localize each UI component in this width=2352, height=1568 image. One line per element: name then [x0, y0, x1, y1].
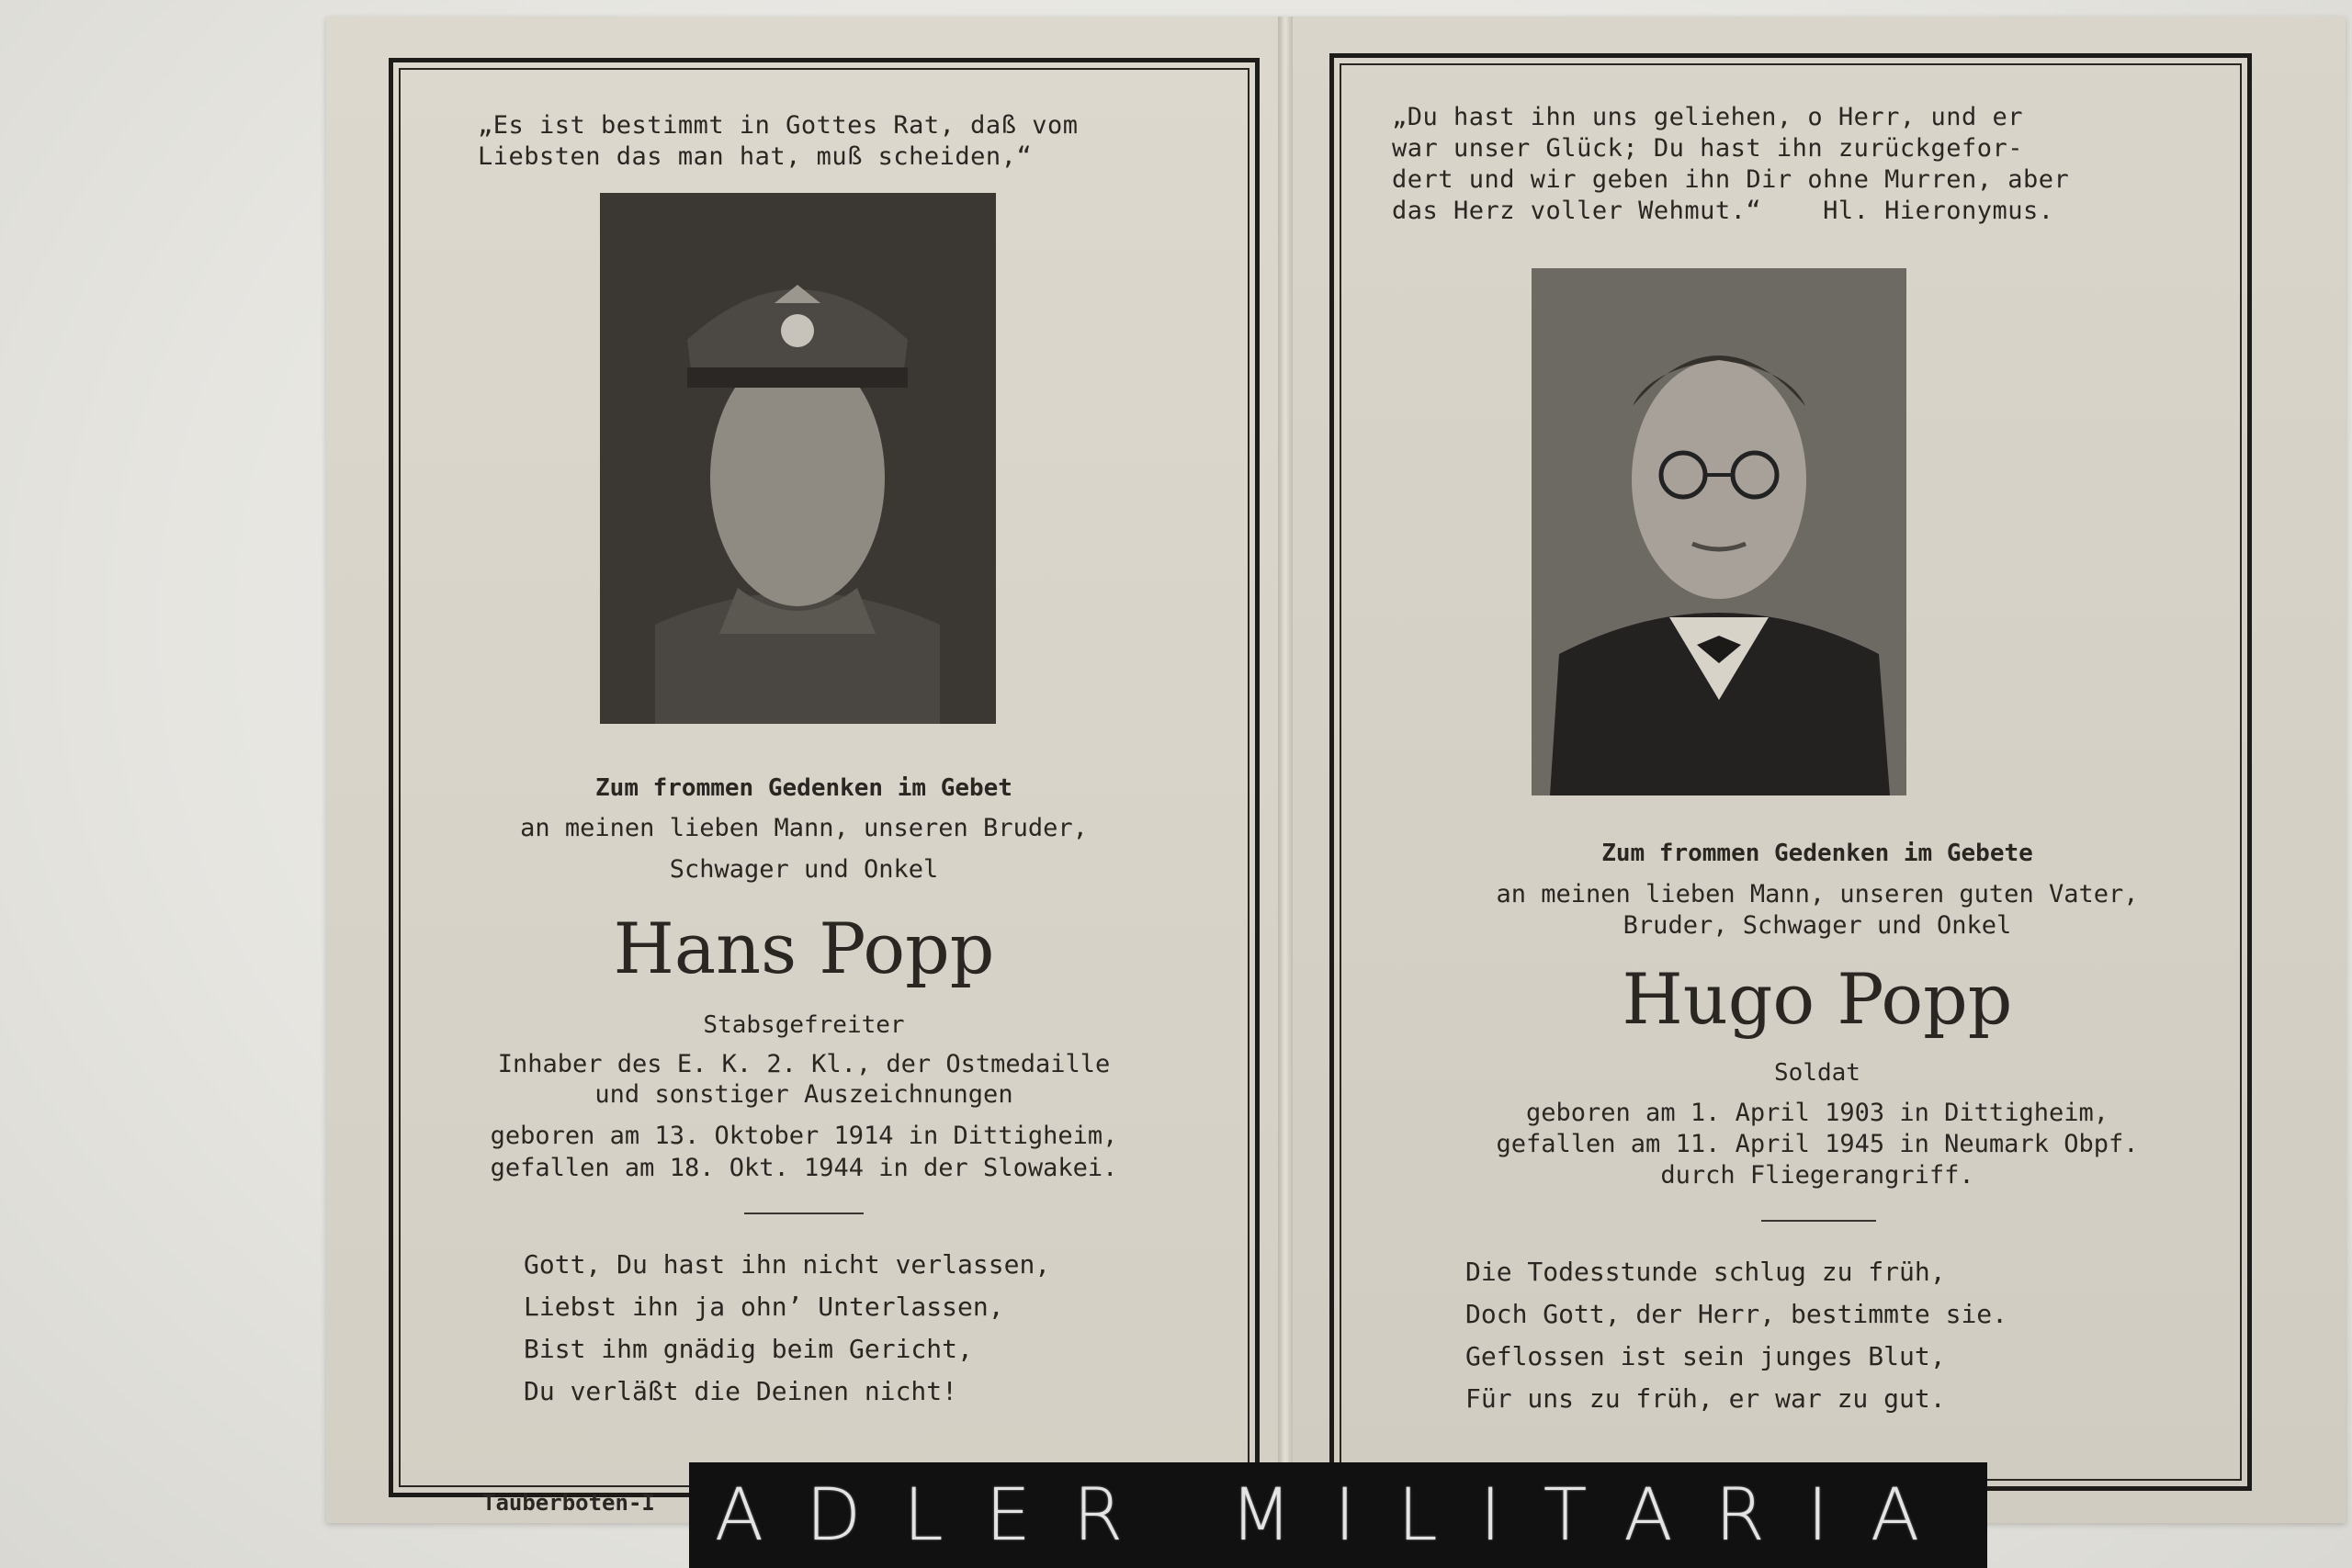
right-birth-line: geboren am 1. April 1903 in Dittigheim, [1526, 1099, 2109, 1127]
left-birth-line: geboren am 13. Oktober 1914 in Dittigheim, [490, 1122, 1118, 1150]
left-poem-line-3: Bist ihm gnädig beim Gericht, [524, 1334, 973, 1364]
left-rank: Stabsgefreiter [703, 1011, 905, 1039]
watermark-banner [689, 1462, 1987, 1568]
right-poem-line-3: Geflossen ist sein junges Blut, [1465, 1341, 1946, 1371]
right-poem-line-2: Doch Gott, der Herr, bestimmte sie. [1465, 1299, 2008, 1329]
left-poem-line-2: Liebst ihn ja ohn’ Unterlassen, [524, 1292, 1004, 1322]
left-quote-line-2: Liebsten das man hat, muß scheiden,“ [478, 142, 1033, 171]
right-poem-line-4: Für uns zu früh, er war zu gut. [1465, 1383, 1946, 1414]
card-fold [1278, 17, 1293, 1523]
left-award-line-2: und sonstiger Auszeichnungen [594, 1080, 1013, 1109]
portrait-hans-popp [600, 193, 996, 724]
right-poem-line-1: Die Todesstunde schlug zu früh, [1465, 1257, 1946, 1287]
left-dedication-line-1: an meinen lieben Mann, unseren Bruder, [520, 814, 1088, 842]
left-poem-line-1: Gott, Du hast ihn nicht verlassen, [524, 1249, 1051, 1280]
right-name: Hugo Popp [1622, 958, 2013, 1040]
printer-imprint: Tauberboten-I [482, 1490, 655, 1516]
right-cause-line: durch Fliegerangriff. [1660, 1161, 1974, 1190]
left-death-line: gefallen am 18. Okt. 1944 in der Slowakei. [490, 1154, 1118, 1182]
right-quote-line-3: dert und wir geben ihn Dir ohne Murren, aber [1392, 165, 2070, 194]
right-heading: Zum frommen Gedenken im Gebete [1601, 840, 2033, 867]
left-award-line-1: Inhaber des E. K. 2. Kl., der Ostmedaille [497, 1050, 1111, 1078]
left-poem-line-4: Du verläßt die Deinen nicht! [524, 1376, 958, 1406]
left-heading: Zum frommen Gedenken im Gebet [595, 774, 1012, 802]
right-dedication-line-1: an meinen lieben Mann, unseren guten Vater, [1496, 880, 2139, 908]
watermark-text: ADLER MILITARIA [714, 1473, 1962, 1557]
right-quote-line-2: war unser Glück; Du hast ihn zurückgefor- [1392, 134, 2023, 163]
left-name: Hans Popp [613, 908, 995, 989]
right-quote-line-4: das Herz voller Wehmut.“ Hl. Hieronymus. [1392, 197, 2054, 225]
memorial-card [326, 17, 2346, 1523]
left-quote-line-1: „Es ist bestimmt in Gottes Rat, daß vom [478, 111, 1079, 140]
portrait-hugo-popp [1532, 268, 1906, 795]
left-dedication-line-2: Schwager und Onkel [669, 855, 939, 884]
left-divider [744, 1213, 864, 1214]
right-rank: Soldat [1774, 1059, 1860, 1087]
right-divider [1761, 1220, 1876, 1222]
right-death-line: gefallen am 11. April 1945 in Neumark Obpf. [1496, 1130, 2139, 1158]
right-dedication-line-2: Bruder, Schwager und Onkel [1623, 911, 2012, 940]
right-quote-line-1: „Du hast ihn uns geliehen, o Herr, und er [1392, 103, 2023, 131]
